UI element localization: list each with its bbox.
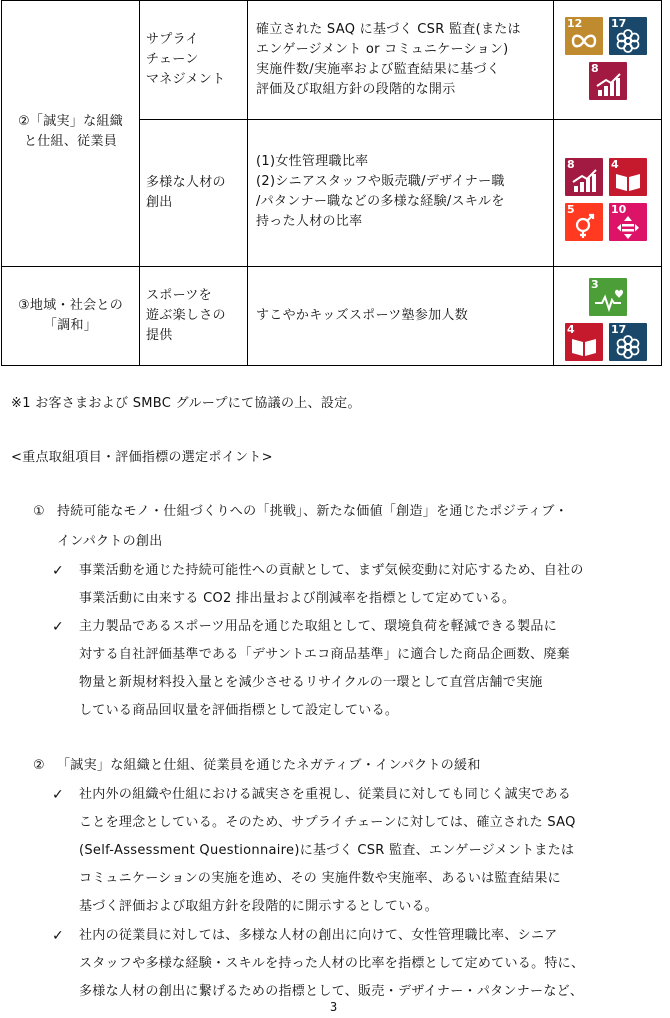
area-label-diversity: 多様な人材の 創出 bbox=[146, 175, 226, 210]
point-1-marker: ① bbox=[33, 504, 45, 519]
indicator-text-supply-chain: 確立された SAQ に基づく CSR 監査(または エンゲージメント or コミュニケーション) 実施件数/実施率および監査結果に基づく 評価及び取組方針の段階的な開示 bbox=[256, 22, 521, 97]
check-mark-icon: ✓ bbox=[52, 563, 64, 579]
bullet-line: している商品回収量を評価指標として設定している。 bbox=[79, 703, 399, 718]
point-2-title-line: 「誠実」な組織と仕組、従業員を通じたネガティブ・インパクトの緩和 bbox=[57, 758, 481, 773]
category-label-2: ②「誠実」な組織 と仕組、従業員 bbox=[17, 114, 124, 149]
category-cell-3 bbox=[2, 267, 140, 366]
indicator-text-sports: すこやかキッズスポーツ塾参加人数 bbox=[256, 308, 469, 323]
category-cell-2 bbox=[2, 1, 140, 267]
check-mark-icon: ✓ bbox=[52, 928, 64, 944]
sdg-cell-sports bbox=[554, 267, 662, 366]
area-cell-diversity bbox=[140, 120, 248, 267]
point-2-marker: ② bbox=[33, 758, 45, 773]
area-label-sports: スポーツを 遊ぶ楽しさの 提供 bbox=[146, 288, 226, 343]
evaluation-table bbox=[1, 0, 662, 366]
indicator-text-diversity: (1)女性管理職比率 (2)シニアスタッフや販売職/デザイナー職 /パタンナー職などの多様な経験/スキルを 持った人材の比率 bbox=[256, 154, 505, 229]
bullet-line: コミュニケーションの実施を進め、その 実施件数や実施率、あるいは監査結果に bbox=[79, 871, 561, 886]
sdg-goal-17-icon: 17 bbox=[609, 323, 647, 361]
bullet-line: 事業活動を通じた持続可能性への貢献として、まず気候変動に対応するため、自社の bbox=[79, 563, 584, 578]
area-cell-sports bbox=[140, 267, 248, 366]
bullet-line: 基づく評価および取組方針を段階的に開示するとしている。 bbox=[79, 899, 439, 914]
area-cell-supply-chain bbox=[140, 1, 248, 120]
sdg-goal-8-icon: 8 bbox=[589, 62, 627, 100]
sdg-cell-supply-chain bbox=[554, 1, 662, 120]
point-1-title-line: 持続可能なモノ・仕組づくりへの「挑戦」、新たな価値「創造」を通じたポジティブ・ bbox=[57, 504, 569, 519]
bullet-line: 事業活動に由来する CO2 排出量および削減率を指標として定めている。 bbox=[79, 591, 516, 606]
category-label-3: ③地域・社会との 「調和」 bbox=[17, 298, 124, 333]
area-label-supply-chain: サプライ チェーン マネジメント bbox=[146, 32, 226, 87]
sdg-goal-17-icon: 17 bbox=[609, 17, 647, 55]
footnote: ※1 お客さまおよび SMBC グループにて協議の上、設定。 bbox=[11, 396, 361, 411]
bullet-line: ことを理念としている。そのため、サプライチェーンに対しては、確立された SAQ bbox=[79, 815, 576, 830]
bullet-line: 社内の従業員に対しては、多様な人材の創出に向けて、女性管理職比率、シニア bbox=[79, 928, 558, 943]
check-mark-icon: ✓ bbox=[52, 787, 64, 803]
sdg-goal-3-icon: 3 bbox=[589, 278, 627, 316]
sdg-goal-4-icon: 4 bbox=[565, 323, 603, 361]
check-mark-icon: ✓ bbox=[52, 619, 64, 635]
sdg-goal-8-icon: 8 bbox=[565, 158, 603, 196]
indicator-cell-diversity bbox=[248, 120, 554, 267]
bullet-line: 多様な人材の創出に繋げるための指標として、販売・デザイナー・パタンナーなど、 bbox=[79, 984, 584, 999]
section-heading: <重点取組項目・評価指標の選定ポイント> bbox=[11, 450, 273, 465]
bullet-line: スタッフや多様な経験・スキルを持った人材の比率を指標として定めている。特に、 bbox=[79, 956, 585, 971]
sdg-cell-diversity bbox=[554, 120, 662, 267]
sdg-goal-12-icon: 12 bbox=[565, 17, 603, 55]
page-number: 3 bbox=[330, 1000, 338, 1014]
sdg-goal-5-icon: 5 bbox=[565, 203, 603, 241]
sdg-goal-10-icon: 10 bbox=[609, 203, 647, 241]
point-1-title-line: インパクトの創出 bbox=[57, 534, 163, 549]
bullet-line: 物量と新規材料投入量とを減少させるリサイクルの一環として直営店舗で実施 bbox=[79, 675, 543, 690]
bullet-line: (Self-Assessment Questionnaire)に基づく CSR 監査、エンゲージメントまたは bbox=[79, 843, 575, 858]
bullet-line: 主力製品であるスポーツ用品を通じた取組として、環境負荷を軽減できる製品に bbox=[79, 619, 558, 634]
bullet-line: 対する自社評価基準である「デサントエコ商品基準」に適合した商品企画数、廃棄 bbox=[79, 647, 570, 662]
bullet-line: 社内外の組織や仕組における誠実さを重視し、従業員に対しても同じく誠実である bbox=[79, 787, 572, 802]
indicator-cell-supply-chain bbox=[248, 1, 554, 120]
sdg-goal-4-icon: 4 bbox=[609, 158, 647, 196]
indicator-cell-sports bbox=[248, 267, 554, 366]
